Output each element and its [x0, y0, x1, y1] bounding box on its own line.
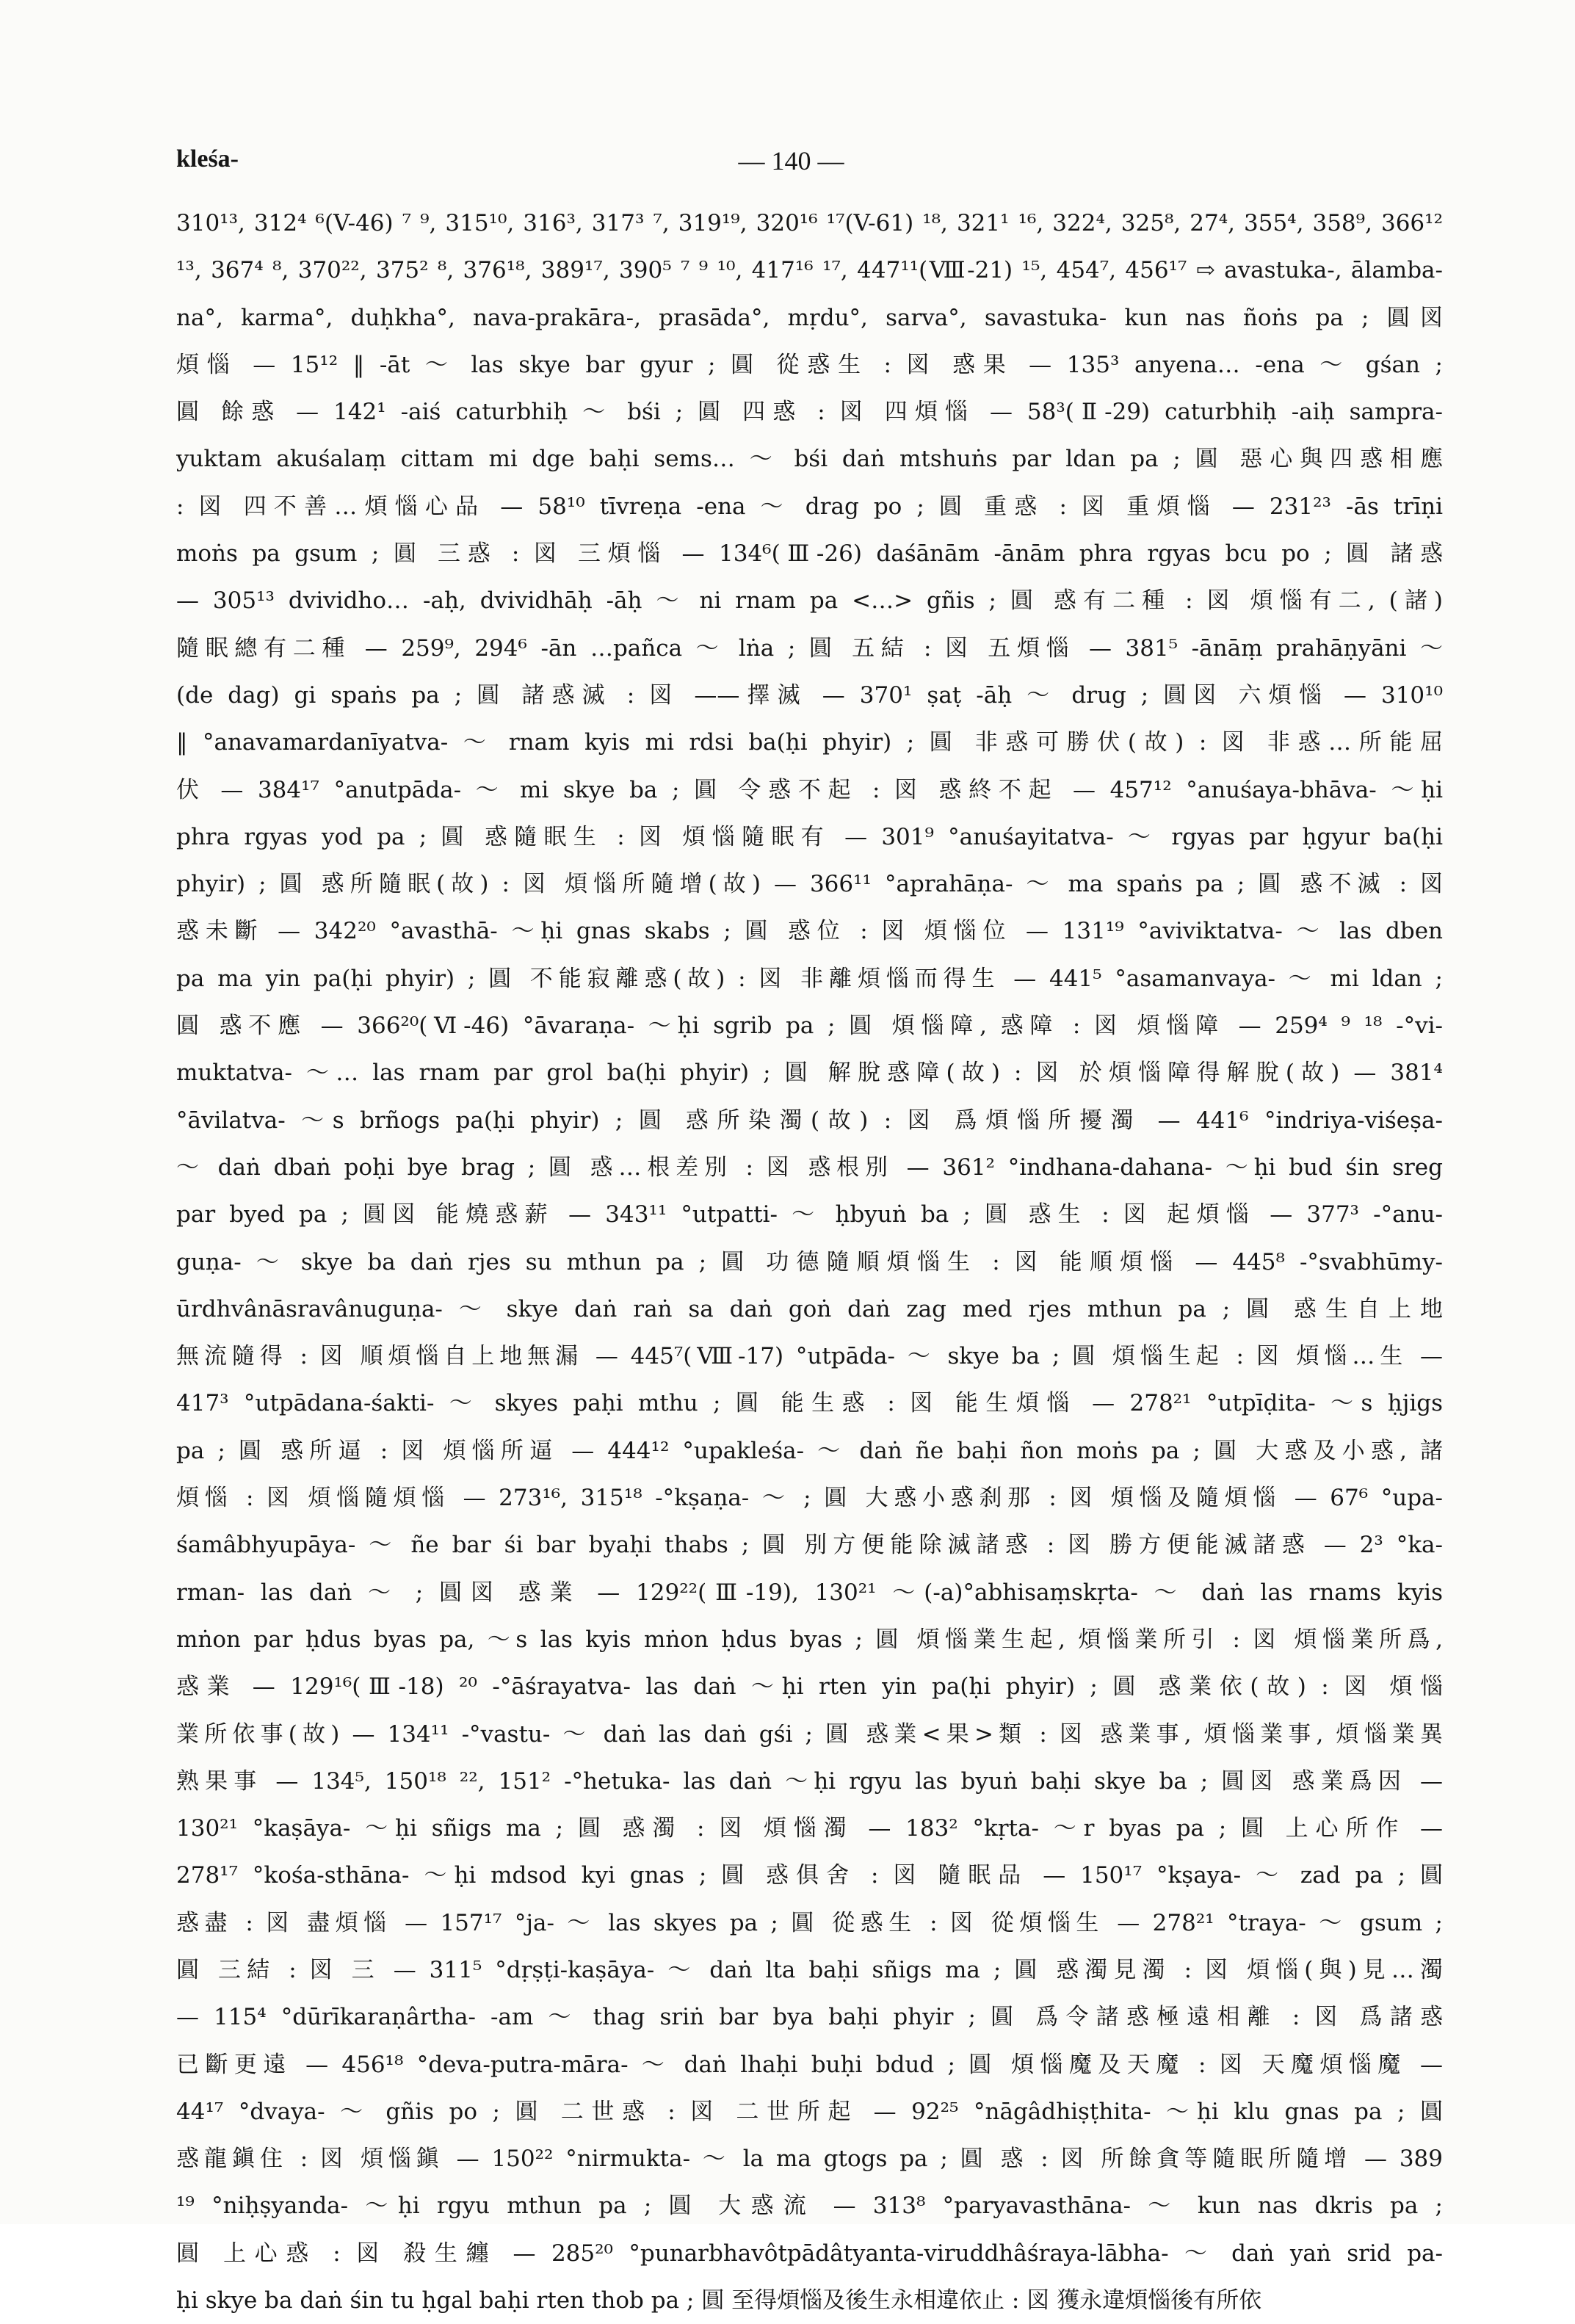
running-headword: kleśa-: [176, 145, 239, 173]
text-line: rman- las daṅ ～ ; 圓図 惑業 — 129²²(Ⅲ-19), 130²¹ ～(-a)°abhisaṃskṛta- ～ daṅ las rnams kyis: [176, 1579, 1443, 1606]
text-line: 無流隨得 : 図 順煩惱自上地無漏 — 445⁷(Ⅷ-17) °utpāda- ～ skye ba ; 圓 煩惱生起 : 図 煩惱…生 —: [176, 1343, 1443, 1370]
text-line: mṅon par ḥdus byas pa, ～s las kyis mṅon ḥdus byas ; 圓 煩惱業生起, 煩惱業所引 : 図 煩惱業所爲,: [176, 1626, 1443, 1653]
entry-text: [176, 200, 1443, 2324]
text-line: śamâbhyupāya- ～ ñe bar śi bar byaḥi thabs ; 圓 別方便能除滅諸惑 : 図 勝方便能滅諸惑 — 2³ °ka-: [176, 1532, 1443, 1559]
text-line: 310¹³, 312⁴ ⁶(V-46) ⁷ ⁹, 315¹⁰, 316³, 317³ ⁷, 319¹⁹, 320¹⁶ ¹⁷(V-61) ¹⁸, 321¹ ¹⁶, 322⁴, 325⁸, 27⁴, 355⁴, 358⁹, 366¹²: [176, 210, 1443, 236]
text-line: 圓 上心惑 : 図 殺生纏 — 285²⁰ °punarbhavôtpādâtyanta-viruddhâśraya-lābha- ～ daṅ yaṅ srid pa-: [176, 2240, 1443, 2267]
text-line: pa ma yin pa(ḥi phyir) ; 圓 不能寂離惑(故) : 図 非離煩惱而得生 — 441⁵ °asamanvaya- ～ mi ldan ;: [176, 965, 1443, 992]
text-line: 圓 惑不應 — 366²⁰(Ⅵ-46) °āvaraṇa- ～ḥi sgrib pa ; 圓 煩惱障, 惑障 : 図 煩惱障 — 259⁴ ⁹ ¹⁸ -°vi-: [176, 1013, 1443, 1040]
text-line: 44¹⁷ °dvaya- ～ gñis po ; 圓 二世惑 : 図 二世所起 — 92²⁵ °nāgâdhiṣṭhita- ～ḥi klu gnas pa ; 圓: [176, 2098, 1443, 2125]
text-line: (de dag) gi spaṅs pa ; 圓 諸惑滅 : 図 ——擇滅 — 370¹ ṣaṭ -āḥ ～ drug ; 圓図 六煩惱 — 310¹⁰: [176, 681, 1443, 709]
text-line: 熟果事 — 134⁵, 150¹⁸ ²², 151² -°hetuka- las daṅ ～ḥi rgyu las byuṅ baḥi skye ba ; 圓図 惑業爲因 —: [176, 1767, 1443, 1795]
text-line: 惑龍鎭住 : 図 煩惱鎭 — 150²² °nirmukta- ～ la ma gtogs pa ; 圓 惑 : 図 所餘貪等隨眠所隨增 — 389: [176, 2146, 1443, 2173]
text-line: 圓 餘惑 — 142¹ -aiś caturbhiḥ ～ bśi ; 圓 四惑 : 図 四煩惱 — 58³(Ⅱ-29) caturbhiḥ -aiḥ sampra-: [176, 399, 1443, 426]
text-line: 417³ °utpādana-śakti- ～ skyes paḥi mthu ; 圓 能生惑 : 図 能生煩惱 — 278²¹ °utpīḍita- ～s ḥjigs: [176, 1390, 1443, 1417]
text-line: par byed pa ; 圓図 能燒惑薪 — 343¹¹ °utpatti- ～ ḥbyuṅ ba ; 圓 惑生 : 図 起煩惱 — 377³ -°anu-: [176, 1201, 1443, 1228]
text-line: muktatva- ～… las rnam par grol ba(ḥi phyir) ; 圓 解脫惑障(故) : 図 於煩惱障得解脫(故) — 381⁴: [176, 1060, 1443, 1087]
text-line: na°, karma°, duḥkha°, nava-prakāra-, prasāda°, mṛdu°, sarva°, savastuka- kun nas ñoṅs pa ; 圓図: [176, 304, 1443, 331]
text-line: 煩惱 — 15¹² ‖ -āt ～ las skye bar gyur ; 圓 從惑生 : 図 惑果 — 135³ anyena… -ena ～ gśan ;: [176, 351, 1443, 378]
text-line: 惑盡 : 図 盡煩惱 — 157¹⁷ °ja- ～ las skyes pa ; 圓 從惑生 : 図 從煩惱生 — 278²¹ °traya- ～ gsum ;: [176, 1909, 1443, 1936]
text-line: moṅs pa gsum ; 圓 三惑 : 図 三煩惱 — 134⁶(Ⅲ-26) daśānām -ānām phra rgyas bcu po ; 圓 諸惑: [176, 540, 1443, 568]
text-line: 業所依事(故) — 134¹¹ -°vastu- ～ daṅ las daṅ gśi ; 圓 惑業<果>類 : 図 惑業事, 煩惱業事, 煩惱業異: [176, 1720, 1443, 1748]
text-line: ‖ °anavamardanīyatva- ～ rnam kyis mi rdsi ba(ḥi phyir) ; 圓 非惑可勝伏(故) : 図 非惑…所能屈: [176, 729, 1443, 756]
text-line: ūrdhvânāsravânuguṇa- ～ skye daṅ raṅ sa daṅ goṅ daṅ zag med rjes mthun pa ; 圓 惑生自上地: [176, 1295, 1443, 1322]
text-line: yuktam akuśalaṃ cittam mi dge baḥi sems… ～ bśi daṅ mtshuṅs par ldan pa ; 圓 惡心與四惑相應: [176, 446, 1443, 473]
text-line: °āvilatva- ～s brñogs pa(ḥi phyir) ; 圓 惑所染濁(故) : 図 爲煩惱所擾濁 — 441⁶ °indriya-viśeṣa-: [176, 1107, 1443, 1134]
text-line: 圓 三結 : 図 三 — 311⁵ °dṛṣṭi-kaṣāya- ～ daṅ lta baḥi sñigs ma ; 圓 惑濁見濁 : 図 煩惱(與)見…濁: [176, 1956, 1443, 1983]
text-line: — 115⁴ °dūrīkaraṇârtha- -am ～ thag sriṅ bar bya baḥi phyir ; 圓 爲令諸惑極遠相離 : 図 爲諸惑: [176, 2004, 1443, 2031]
text-line: ¹³, 367⁴ ⁸, 370²², 375² ⁸, 376¹⁸, 389¹⁷, 390⁵ ⁷ ⁹ ¹⁰, 417¹⁶ ¹⁷, 447¹¹(Ⅷ-21) ¹⁵, 454⁷, 456¹⁷ ⇨ avastuka-, ālamba-: [176, 257, 1443, 284]
text-line: : 図 四不善…煩惱心品 — 58¹⁰ tīvreṇa -ena ～ drag po ; 圓 重惑 : 図 重煩惱 — 231²³ -ās trīṇi: [176, 493, 1443, 520]
text-line: pa ; 圓 惑所逼 : 図 煩惱所逼 — 444¹² °upakleśa- ～ daṅ ñe baḥi ñon moṅs pa ; 圓 大惑及小惑, 諸: [176, 1437, 1443, 1464]
page-header: [176, 145, 1406, 182]
text-line: 278¹⁷ °kośa-sthāna- ～ḥi mdsod kyi gnas ; 圓 惑俱舍 : 図 隨眠品 — 150¹⁷ °kṣaya- ～ zad pa ; 圓: [176, 1862, 1443, 1889]
text-line: 惑業 — 129¹⁶(Ⅲ-18) ²⁰ -°āśrayatva- las daṅ ～ḥi rten yin pa(ḥi phyir) ; 圓 惑業依(故) : 図 煩惱: [176, 1673, 1443, 1701]
text-line: 煩惱 : 図 煩惱隨煩惱 — 273¹⁶, 315¹⁸ -°kṣaṇa- ～ ; 圓 大惑小惑刹那 : 図 煩惱及隨煩惱 — 67⁶ °upa-: [176, 1485, 1443, 1512]
text-line: 伏 — 384¹⁷ °anutpāda- ～ mi skye ba ; 圓 令惑不起 : 図 惑終不起 — 457¹² °anuśaya-bhāva- ～ḥi: [176, 776, 1443, 803]
text-line: 已斷更遠 — 456¹⁸ °deva-putra-māra- ～ daṅ lhaḥi buḥi bdud ; 圓 煩惱魔及天魔 : 図 天魔煩惱魔 —: [176, 2051, 1443, 2078]
text-line: ḥi skye ba daṅ śin tu ḥgal baḥi rten thob pa ; 圓 至得煩惱及後生永相違依止 : 図 獲永違煩惱後有所依: [176, 2287, 1262, 2314]
text-line: ～ daṅ dbaṅ poḥi bye brag ; 圓 惑…根差別 : 図 惑根別 — 361² °indhana-dahana- ～ḥi bud śin sreg: [176, 1154, 1443, 1181]
text-line: guṇa- ～ skye ba daṅ rjes su mthun pa ; 圓 功德隨順煩惱生 : 図 能順煩惱 — 445⁸ -°svabhūmy-: [176, 1248, 1443, 1275]
text-line: ¹⁹ °niḥṣyanda- ～ḥi rgyu mthun pa ; 圓 大惑流 — 313⁸ °paryavasthāna- ～ kun nas dkris pa ;: [176, 2193, 1443, 2220]
text-line: — 305¹³ dvividho… -aḥ, dvividhāḥ -āḥ ～ ni rnam pa <…> gñis ; 圓 惑有二種 : 図 煩惱有二, (諸): [176, 587, 1443, 615]
text-line: 惑未斷 — 342²⁰ °avasthā- ～ḥi gnas skabs ; 圓 惑位 : 図 煩惱位 — 131¹⁹ °aviviktatva- ～ las dben: [176, 918, 1443, 945]
text-line: phyir) ; 圓 惑所隨眠(故) : 図 煩惱所隨增(故) — 366¹¹ °aprahāṇa- ～ ma spaṅs pa ; 圓 惑不滅 : 図: [176, 871, 1443, 898]
page-number: — 140 —: [738, 146, 844, 175]
text-line: phra rgyas yod pa ; 圓 惑隨眠生 : 図 煩惱隨眠有 — 301⁹ °anuśayitatva- ～ rgyas par ḥgyur ba(ḥi: [176, 823, 1443, 850]
text-line: 隨眠總有二種 — 259⁹, 294⁶ -ān …pañca ～ lṅa ; 圓 五結 : 図 五煩惱 — 381⁵ -ānāṃ prahāṇyāni ～: [176, 634, 1443, 662]
text-line: 130²¹ °kaṣāya- ～ḥi sñigs ma ; 圓 惑濁 : 図 煩惱濁 — 183² °kṛta- ～r byas pa ; 圓 上心所作 —: [176, 1815, 1443, 1842]
